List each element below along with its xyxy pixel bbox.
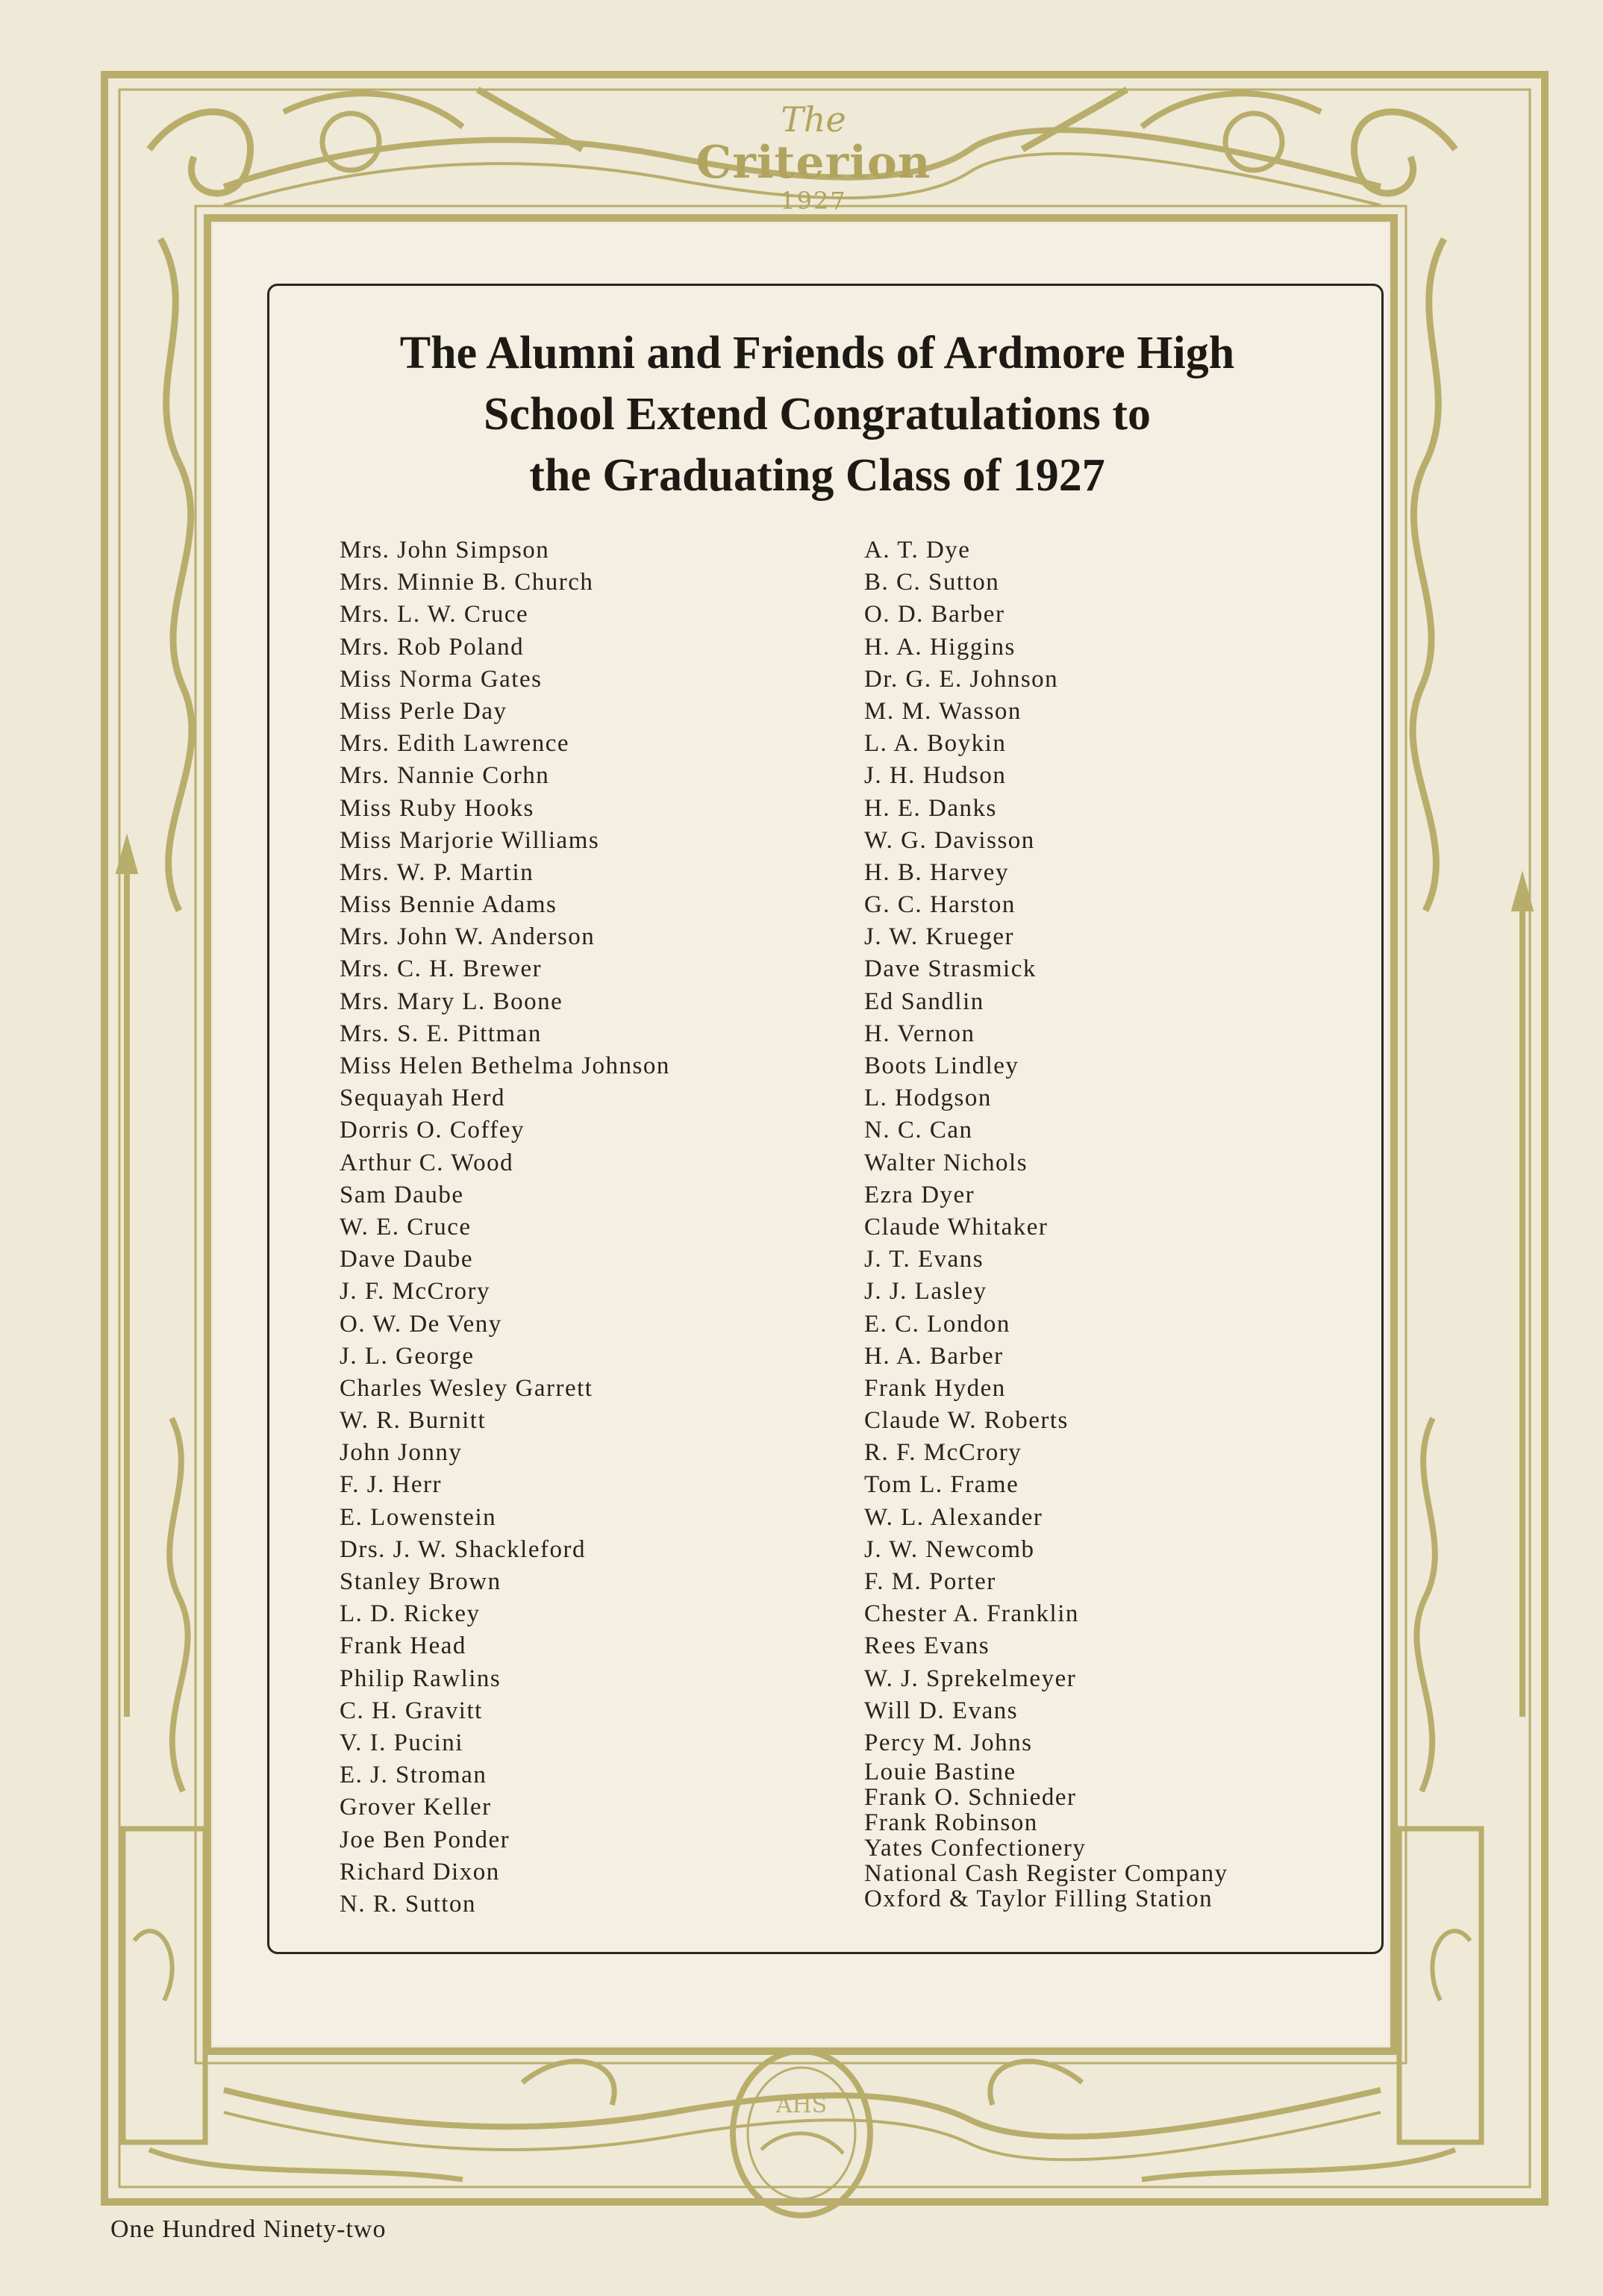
name-entry: V. I. Pucini <box>340 1729 463 1756</box>
name-entry: Ezra Dyer <box>864 1181 975 1208</box>
name-entry: J. W. Newcomb <box>864 1535 1035 1563</box>
name-entry: Stanley Brown <box>340 1568 501 1595</box>
name-entry: J. H. Hudson <box>864 762 1007 790</box>
name-entry: John Jonny <box>340 1439 463 1467</box>
name-entry: Sequayah Herd <box>340 1085 506 1112</box>
headline-line-3: the Graduating Class of 1927 <box>529 450 1105 501</box>
name-entry: N. R. Sutton <box>340 1890 477 1918</box>
name-entry: Frank O. Schnieder <box>864 1784 1077 1812</box>
name-entry: W. L. Alexander <box>864 1503 1043 1531</box>
name-entry: H. B. Harvey <box>864 858 1009 886</box>
name-entry: Miss Perle Day <box>340 697 507 725</box>
name-entry: Claude Whitaker <box>864 1213 1049 1241</box>
name-entry: Mrs. Mary L. Boone <box>340 988 563 1015</box>
name-entry: Mrs. Rob Poland <box>340 633 525 661</box>
name-entry: Mrs. C. H. Brewer <box>340 955 543 983</box>
name-entry: Dave Daube <box>340 1246 474 1273</box>
name-entry: Mrs. L. W. Cruce <box>340 601 529 628</box>
name-entry: F. J. Herr <box>340 1471 443 1499</box>
name-entry: Tom L. Frame <box>864 1471 1019 1499</box>
name-entry: National Cash Register Company <box>864 1860 1228 1888</box>
name-entry: F. M. Porter <box>864 1568 996 1595</box>
name-entry: Philip Rawlins <box>340 1665 501 1692</box>
name-entry: Mrs. W. P. Martin <box>340 858 534 886</box>
masthead-year: 1927 <box>780 187 847 215</box>
name-entry: A. T. Dye <box>864 537 971 564</box>
name-entry: J. T. Evans <box>864 1246 984 1273</box>
seal-text: AHS <box>775 2092 828 2118</box>
name-entry: Rees Evans <box>864 1632 990 1660</box>
name-entry: Louie Bastine <box>864 1759 1016 1786</box>
name-entry: O. D. Barber <box>864 601 1005 628</box>
name-entry: Yates Confectionery <box>864 1835 1087 1862</box>
name-entry: Arthur C. Wood <box>340 1149 514 1176</box>
name-entry: Mrs. John W. Anderson <box>340 923 596 951</box>
page-headline <box>313 322 1321 506</box>
name-entry: Walter Nichols <box>864 1149 1028 1176</box>
name-entry: Charles Wesley Garrett <box>340 1374 593 1402</box>
name-entry: L. A. Boykin <box>864 730 1007 758</box>
name-entry: Joe Ben Ponder <box>340 1826 510 1853</box>
name-entry: E. C. London <box>864 1310 1010 1338</box>
names-column-left <box>340 534 670 1921</box>
name-entry: Grover Keller <box>340 1794 492 1821</box>
name-entry: C. H. Gravitt <box>340 1697 483 1724</box>
name-entry: Oxford & Taylor Filling Station <box>864 1885 1213 1913</box>
name-entry: W. E. Cruce <box>340 1213 472 1241</box>
name-entry: Claude W. Roberts <box>864 1407 1069 1435</box>
name-entry: N. C. Can <box>864 1117 973 1144</box>
name-entry: R. F. McCrory <box>864 1439 1022 1467</box>
name-entry: Miss Bennie Adams <box>340 891 557 919</box>
name-entry: Miss Ruby Hooks <box>340 794 534 822</box>
name-entry: Mrs. Edith Lawrence <box>340 730 569 758</box>
masthead-the: The <box>781 99 846 140</box>
name-entry: Mrs. Nannie Corhn <box>340 762 550 790</box>
name-entry: Mrs. Minnie B. Church <box>340 569 594 596</box>
name-entry: J. L. George <box>340 1342 475 1370</box>
name-entry: W. J. Sprekelmeyer <box>864 1665 1077 1692</box>
name-entry: M. M. Wasson <box>864 697 1022 725</box>
name-entry: Sam Daube <box>340 1181 464 1208</box>
headline-line-1: The Alumni and Friends of Ardmore High <box>399 328 1235 378</box>
name-entry: O. W. De Veny <box>340 1310 502 1338</box>
name-entry: Ed Sandlin <box>864 988 984 1015</box>
name-entry: H. A. Higgins <box>864 633 1016 661</box>
name-entry: Percy M. Johns <box>864 1729 1033 1756</box>
name-entry: J. J. Lasley <box>864 1278 987 1305</box>
name-entry: W. G. Davisson <box>864 826 1035 854</box>
name-entry: E. J. Stroman <box>340 1762 487 1789</box>
name-entry: Chester A. Franklin <box>864 1600 1079 1628</box>
name-entry: L. D. Rickey <box>340 1600 481 1628</box>
name-entry: Dr. G. E. Johnson <box>864 665 1059 693</box>
name-entry: H. Vernon <box>864 1020 975 1047</box>
name-entry: Frank Hyden <box>864 1374 1006 1402</box>
name-entry: Dorris O. Coffey <box>340 1117 525 1144</box>
name-entry: H. A. Barber <box>864 1342 1004 1370</box>
name-entry: Frank Robinson <box>864 1809 1038 1837</box>
page-number: One Hundred Ninety-two <box>110 2215 387 2243</box>
name-entry: E. Lowenstein <box>340 1503 497 1531</box>
name-entry: Drs. J. W. Shackleford <box>340 1535 586 1563</box>
name-entry: Mrs. S. E. Pittman <box>340 1020 542 1047</box>
name-entry: J. W. Krueger <box>864 923 1014 951</box>
names-column-right <box>864 534 1228 1912</box>
name-entry: Miss Helen Bethelma Johnson <box>340 1052 670 1079</box>
name-entry: G. C. Harston <box>864 891 1016 919</box>
name-entry: H. E. Danks <box>864 794 997 822</box>
name-entry: Richard Dixon <box>340 1858 500 1885</box>
name-entry: W. R. Burnitt <box>340 1407 487 1435</box>
name-entry: Boots Lindley <box>864 1052 1019 1079</box>
name-entry: Miss Marjorie Williams <box>340 826 600 854</box>
headline-line-2: School Extend Congratulations to <box>484 389 1151 440</box>
masthead <box>657 101 970 214</box>
name-entry: Frank Head <box>340 1632 466 1660</box>
name-entry: Dave Strasmick <box>864 955 1037 983</box>
name-entry: B. C. Sutton <box>864 569 1000 596</box>
name-entry: Miss Norma Gates <box>340 665 543 693</box>
masthead-title: Criterion <box>696 137 931 189</box>
name-entry: L. Hodgson <box>864 1085 992 1112</box>
name-entry: J. F. McCrory <box>340 1278 491 1305</box>
name-entry: Mrs. John Simpson <box>340 537 550 564</box>
name-entry: Will D. Evans <box>864 1697 1019 1724</box>
